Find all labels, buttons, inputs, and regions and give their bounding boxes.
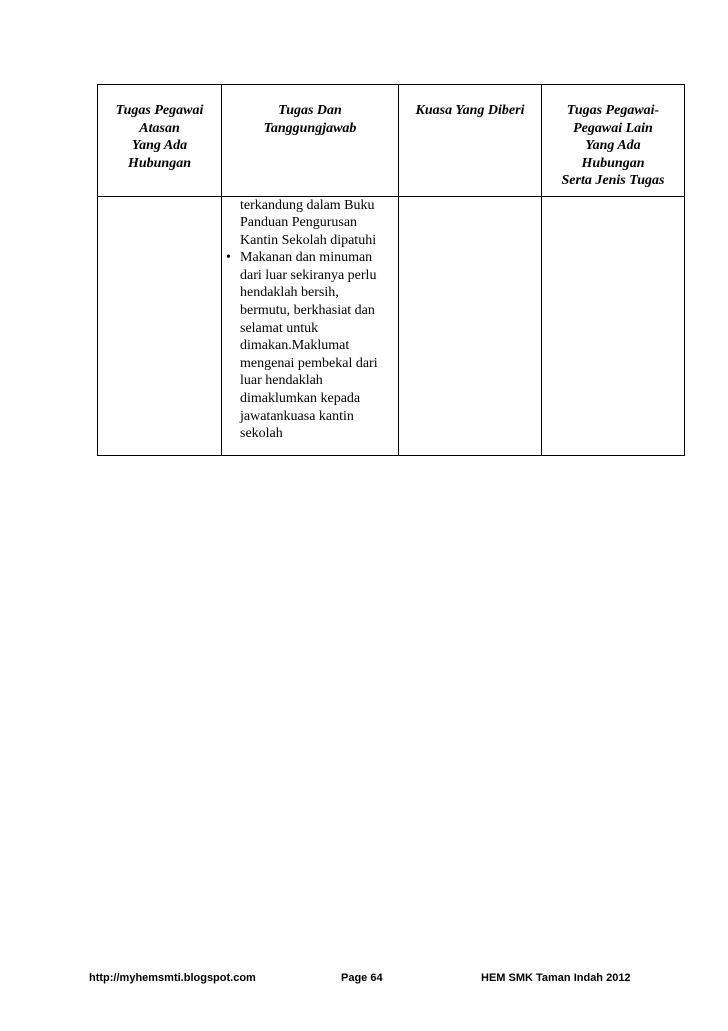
cell-kuasa-yang-diberi bbox=[399, 196, 542, 455]
text-line: dimakan.Maklumat bbox=[240, 338, 350, 354]
duties-table bbox=[97, 84, 685, 456]
header-line: Atasan bbox=[139, 120, 180, 136]
header-line: Yang Ada bbox=[131, 138, 188, 153]
table-row bbox=[98, 196, 685, 455]
text-line: dari luar sekiranya perlu bbox=[240, 267, 377, 283]
text-line: sekolah bbox=[240, 426, 283, 442]
header-line: Hubungan bbox=[127, 155, 192, 171]
text-line: hendaklah bersih, bbox=[240, 285, 339, 301]
cell-tugas-pegawai-atasan bbox=[98, 196, 222, 455]
footer-url: http://myhemsmti.blogspot.com bbox=[89, 972, 256, 984]
header-line: Serta Jenis Tugas bbox=[561, 173, 665, 188]
text-line: bermutu, berkhasiat dan bbox=[240, 303, 375, 319]
footer-school: HEM SMK Taman Indah 2012 bbox=[481, 972, 631, 984]
header-line: Tugas Dan bbox=[278, 103, 342, 118]
header-line: Pegawai Lain bbox=[573, 120, 653, 136]
cell-tugas-pegawai-lain bbox=[542, 196, 685, 455]
list-item bbox=[226, 249, 394, 443]
text-line: luar hendaklah bbox=[240, 373, 323, 389]
text-line: dimaklumkan kepada bbox=[240, 391, 361, 407]
text-line: terkandung dalam Buku bbox=[240, 197, 375, 213]
bullet-icon: • bbox=[226, 250, 231, 266]
table-header-row bbox=[98, 85, 685, 197]
header-line: Kuasa Yang Diberi bbox=[415, 103, 525, 118]
header-kuasa-yang-diberi bbox=[399, 85, 542, 197]
header-line: Yang Ada bbox=[585, 138, 641, 153]
header-line: Tugas Pegawai bbox=[115, 103, 204, 118]
header-tugas-pegawai-lain bbox=[542, 85, 685, 197]
continuation-text bbox=[226, 197, 394, 250]
text-line: Panduan Pengurusan bbox=[240, 215, 358, 231]
header-line: Tugas Pegawai- bbox=[566, 103, 660, 118]
text-line: jawatankuasa kantin bbox=[240, 408, 354, 424]
header-tugas-pegawai-atasan bbox=[98, 85, 222, 197]
cell-tugas-dan-tanggungjawab bbox=[222, 196, 399, 455]
text-line: selamat untuk bbox=[240, 320, 319, 336]
text-line: Makanan dan minuman bbox=[240, 250, 373, 266]
text-line: mengenai pembekal dari bbox=[240, 355, 378, 371]
header-line: Tanggungjawab bbox=[263, 120, 357, 136]
bullet-list bbox=[226, 249, 394, 443]
header-tugas-dan-tanggungjawab bbox=[222, 85, 399, 197]
header-line: Hubungan bbox=[581, 155, 645, 171]
footer-page-number: Page 64 bbox=[341, 972, 383, 984]
text-line: Kantin Sekolah dipatuhi bbox=[240, 232, 377, 248]
